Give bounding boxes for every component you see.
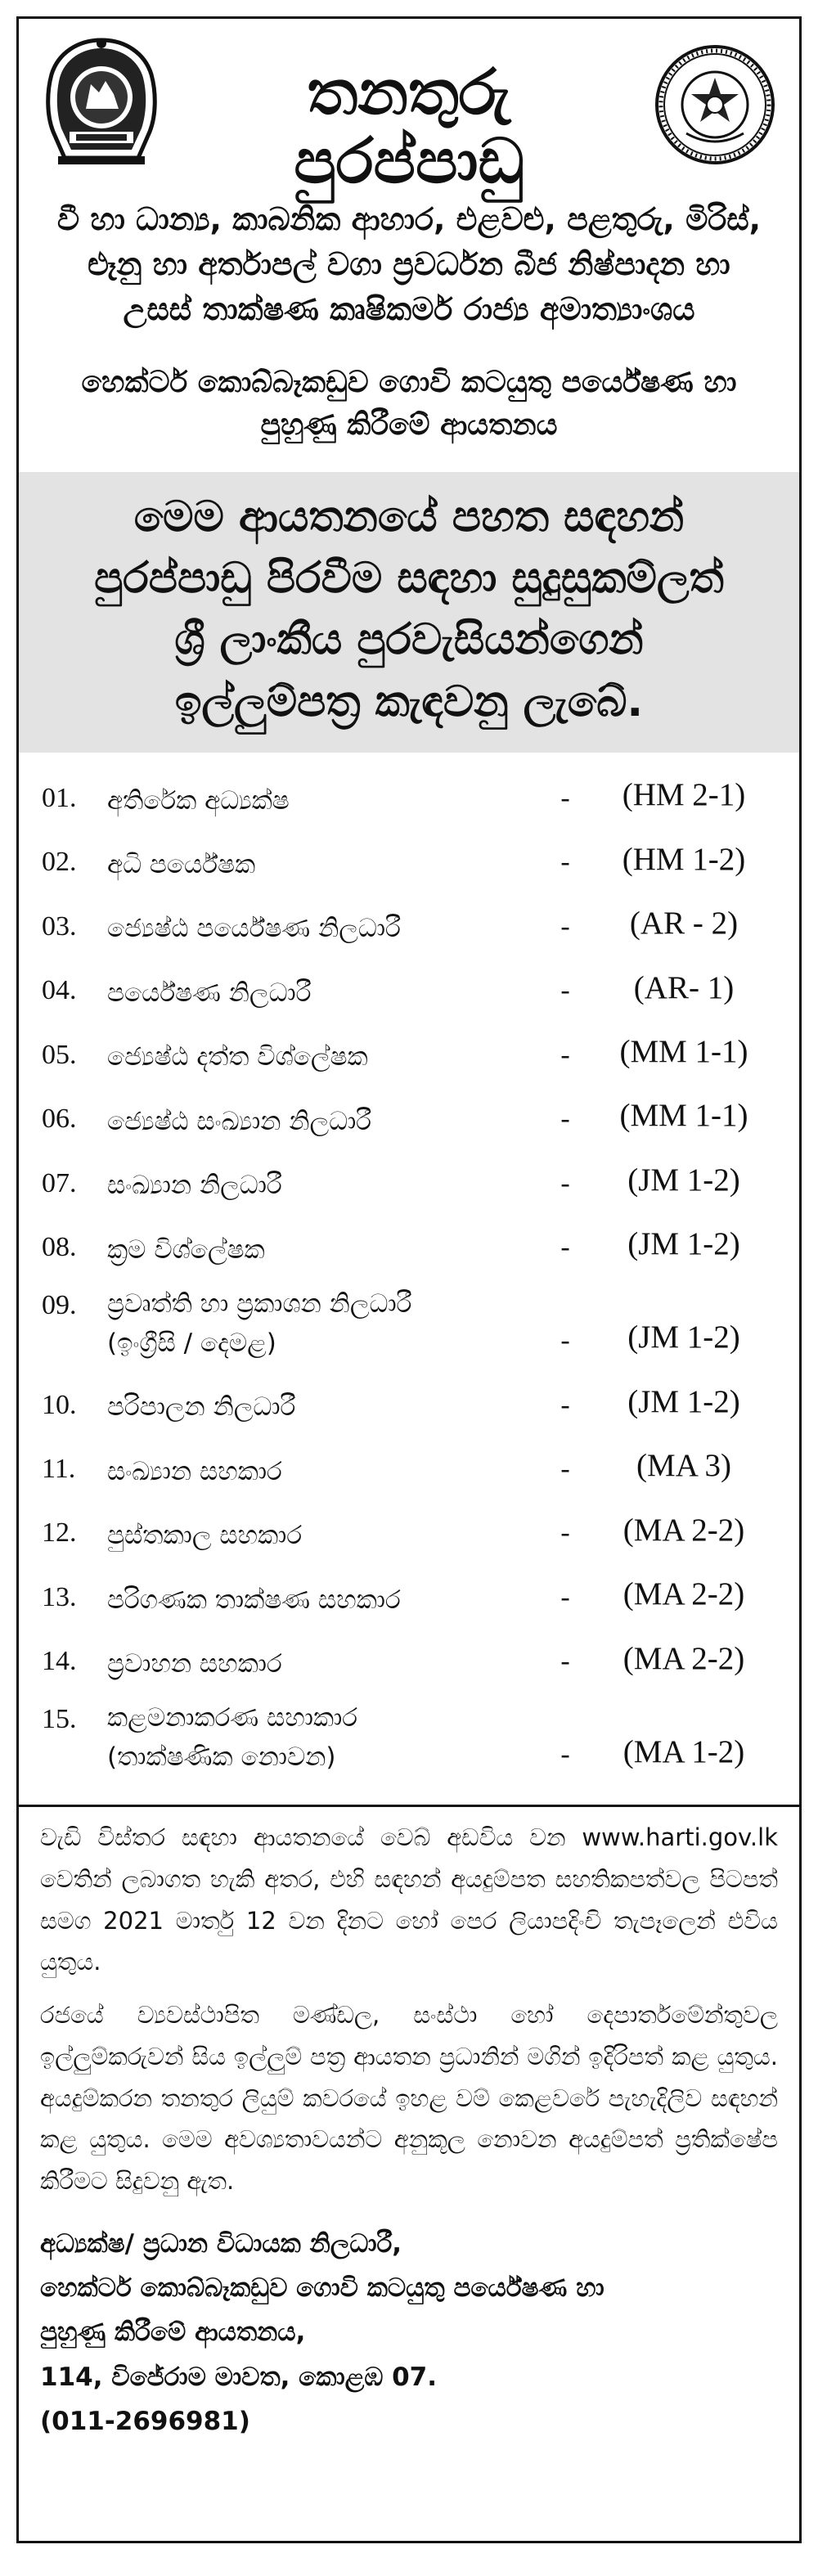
vacancy-dash: -: [560, 847, 570, 878]
vacancy-dash: -: [560, 1039, 570, 1070]
institute-seal-icon: [654, 43, 776, 166]
vacancy-dash: -: [560, 1454, 570, 1484]
vacancy-title: පරිපාලන නිලධාරී: [107, 1392, 296, 1423]
banner-line: ඉල්ලුම්පත්‍ර කැඳවනු ලැබේ.: [174, 677, 644, 726]
call-for-applications-banner: [19, 472, 799, 753]
vacancy-grade: (MA 1-2): [622, 1733, 745, 1769]
banner-line: පුරප්පාඩු පිරවීම සඳහා සුදුසුකම්ලත්: [94, 554, 724, 604]
vacancy-title: ක්‍රම විශ්ලේෂක: [107, 1234, 265, 1265]
vacancy-title: පර්යේෂණ නිලධාරී: [107, 978, 312, 1008]
vacancy-item: [42, 1151, 778, 1215]
vacancy-title-line: කළමනාකරණ සහාකාර: [107, 1703, 358, 1733]
institute-name: [19, 332, 799, 471]
vacancy-item: [42, 1630, 778, 1693]
vacancy-title: ජ්‍යෙෂ්ඨ පර්යේෂණ නිලධාරී: [107, 914, 401, 944]
banner-line: මෙම ආයතනයේ පහත සඳහන්: [133, 492, 685, 542]
vacancy-number: 02.: [42, 847, 77, 878]
vacancy-title: ජ්‍යෙෂ්ඨ සංඛ්‍යාන නිලධාරී: [107, 1106, 372, 1136]
vacancy-number: 15.: [42, 1704, 77, 1734]
vacancy-number: 05.: [42, 1039, 77, 1070]
vacancy-grade: (HM 1-2): [622, 841, 746, 877]
vacancy-item: [42, 1501, 778, 1565]
vacancy-number: 12.: [42, 1517, 77, 1549]
page-title: තනතුරු පුරප්පාඩු: [294, 56, 524, 197]
vacancy-item: [42, 1565, 778, 1629]
vacancy-number: 11.: [42, 1454, 76, 1484]
vacancy-title: අතිරේක අධ්‍යක්ෂ: [107, 785, 290, 816]
vacancy-item: [42, 959, 778, 1023]
vacancy-dash: -: [560, 1739, 570, 1770]
vacancy-title-line: (තාක්ෂණික නොවන): [107, 1742, 336, 1773]
address-line: හෙක්ටර් කොබ්බෑකඩුව ගොවි කටයුතු පර්යේෂණ හා: [40, 2273, 605, 2304]
contact-address: [19, 2202, 799, 2443]
vacancy-grade: (HM 2-1): [622, 777, 746, 813]
instructions-paragraph: රජයේ ව්‍යවස්ථාපිත මණ්ඩල, සංස්ථා හෝ දෙපාර්තමේන්තුවල ඉල්ලුම්කරුවන් සිය ඉල්ලුම් පත්‍ර ආයතන ප්‍රධානින් මගින් ඉදිරිපත් කළ යුතුය. අයදුම්කරන තනතුර ලියුම් කවරයේ ඉහළ වම් කෙළවරේ පැහැදිලිව සඳහන් කළ යුතුය. මෙම අවශ්‍යතාවයන්ට අනුකූල නොවන අයදුම්පත් ප්‍රතික්ෂේප කිරීමට සිදුවනු ඇත.: [40, 2001, 778, 2196]
vacancy-grade: (AR - 2): [629, 906, 739, 942]
vacancy-item: [42, 1279, 778, 1373]
vacancy-item: [42, 1436, 778, 1500]
vacancy-number: 09.: [42, 1289, 77, 1320]
vacancy-item: [42, 830, 778, 894]
vacancy-item: [42, 1023, 778, 1086]
details-paragraph: වැඩි විස්තර සඳහා ආයතනයේ වෙබ් අඩවිය වන www.harti.gov.lk වෙතින් ලබාගත හැකි අතර, එහි සඳහන් අයදුම්පත සහතිකපත්වල පිටපත් සමග 2021 මාර්තු 12 වන දිනට හෝ පෙර ලියාපදිංචි තැපෑලෙන් එවිය යුතුය.: [40, 1823, 778, 1976]
vacancy-number: 03.: [42, 910, 77, 942]
vacancy-dash: -: [560, 910, 570, 942]
vacancy-number: 07.: [42, 1167, 77, 1198]
advertisement-page: [16, 16, 802, 2543]
address-line: අධ්‍යක්ෂ/ ප්‍රධාන විධායක නිලධාරී,: [40, 2228, 402, 2259]
vacancy-dash: -: [560, 1325, 570, 1356]
vacancy-number: 04.: [42, 975, 77, 1006]
vacancy-number: 06.: [42, 1104, 77, 1135]
vacancy-grade: (MM 1-1): [619, 1033, 748, 1069]
vacancy-title: [107, 1698, 541, 1777]
vacancy-title: [107, 1284, 541, 1363]
vacancy-dash: -: [560, 1517, 570, 1549]
vacancy-grade: (JM 1-2): [627, 1383, 740, 1419]
vacancy-item: [42, 1373, 778, 1436]
vacancy-title: අධි පර්යේෂක: [107, 850, 256, 880]
vacancy-grade: (JM 1-2): [627, 1162, 740, 1198]
vacancy-item: [42, 1693, 778, 1787]
vacancy-dash: -: [560, 975, 570, 1006]
institute-line: හෙක්ටර් කොබ්බෑකඩුව ගොවි කටයුතු පර්යේෂණ හා: [81, 366, 737, 400]
ministry-line: උසස් තාක්ෂණ කෘෂිකර්ම රාජ්‍ය අමාත්‍යාංශය: [123, 291, 695, 328]
vacancy-title: පරිගණක තාක්ෂණ සහකාර: [107, 1585, 401, 1615]
institute-line: පුහුණු කිරීමේ ආයතනය: [260, 408, 558, 443]
ministry-line: ළූනු හා අර්තාපල් වගා ප්‍රවර්ධන බීජ නිෂ්පාදන හා: [88, 246, 730, 283]
vacancy-list: [19, 753, 799, 1795]
phone-number: (011-2696981): [40, 2406, 250, 2436]
vacancy-title-line: ප්‍රවෘත්ති හා ප්‍රකාශන නිලධාරී: [107, 1288, 412, 1319]
vacancy-grade: (AR- 1): [633, 969, 735, 1005]
address-line: 114, විජේරාම මාවත, කොළඹ 07.: [40, 2362, 438, 2392]
vacancy-item: [42, 1086, 778, 1150]
vacancy-dash: -: [560, 1167, 570, 1198]
vacancy-number: 13.: [42, 1581, 77, 1612]
vacancy-number: 08.: [42, 1232, 77, 1263]
banner-line: ශ්‍රී ලාංකීය පුරවැසියන්ගෙන්: [174, 615, 644, 665]
vacancy-number: 14.: [42, 1646, 77, 1677]
vacancy-grade: (JM 1-2): [627, 1319, 740, 1355]
vacancy-dash: -: [560, 1389, 570, 1420]
vacancy-grade: (MA 3): [636, 1448, 731, 1484]
vacancy-grade: (MA 2-2): [622, 1512, 745, 1548]
ministry-line: වී හා ධාන්‍ය, කාබනික ආහාර, එළවළු, පළතුරු, මිරිස්,: [56, 201, 762, 237]
header: [19, 19, 799, 197]
vacancy-item: [42, 766, 778, 829]
vacancy-grade: (JM 1-2): [627, 1226, 740, 1262]
vacancy-grade: (MM 1-1): [619, 1098, 748, 1134]
vacancy-dash: -: [560, 782, 570, 813]
vacancy-title: ප්‍රවාහන සහකාර: [107, 1648, 282, 1679]
vacancy-number: 10.: [42, 1389, 77, 1420]
vacancy-title: පුස්තකාල සහකාර: [107, 1521, 303, 1551]
vacancy-title: සංඛ්‍යාන නිලධාරී: [107, 1171, 282, 1201]
vacancy-grade: (MA 2-2): [622, 1576, 745, 1612]
vacancy-dash: -: [560, 1646, 570, 1677]
ministry-name: [19, 174, 799, 332]
address-line: පුහුණු කිරීමේ ආයතනය,: [40, 2318, 306, 2348]
vacancy-dash: -: [560, 1232, 570, 1263]
vacancy-dash: -: [560, 1104, 570, 1135]
vacancy-title: සංඛ්‍යාන සහකාර: [107, 1456, 282, 1486]
sri-lanka-emblem-icon: [37, 35, 166, 166]
vacancy-title-line: (ඉංග්‍රීසි / දෙමළ): [107, 1328, 276, 1358]
vacancy-dash: -: [560, 1581, 570, 1612]
vacancy-item: [42, 894, 778, 958]
vacancy-title: ජ්‍යෙෂ්ඨ දත්ත විශ්ලේෂක: [107, 1042, 368, 1072]
vacancy-number: 01.: [42, 782, 77, 813]
vacancy-item: [42, 1215, 778, 1279]
vacancy-grade: (MA 2-2): [622, 1640, 745, 1676]
